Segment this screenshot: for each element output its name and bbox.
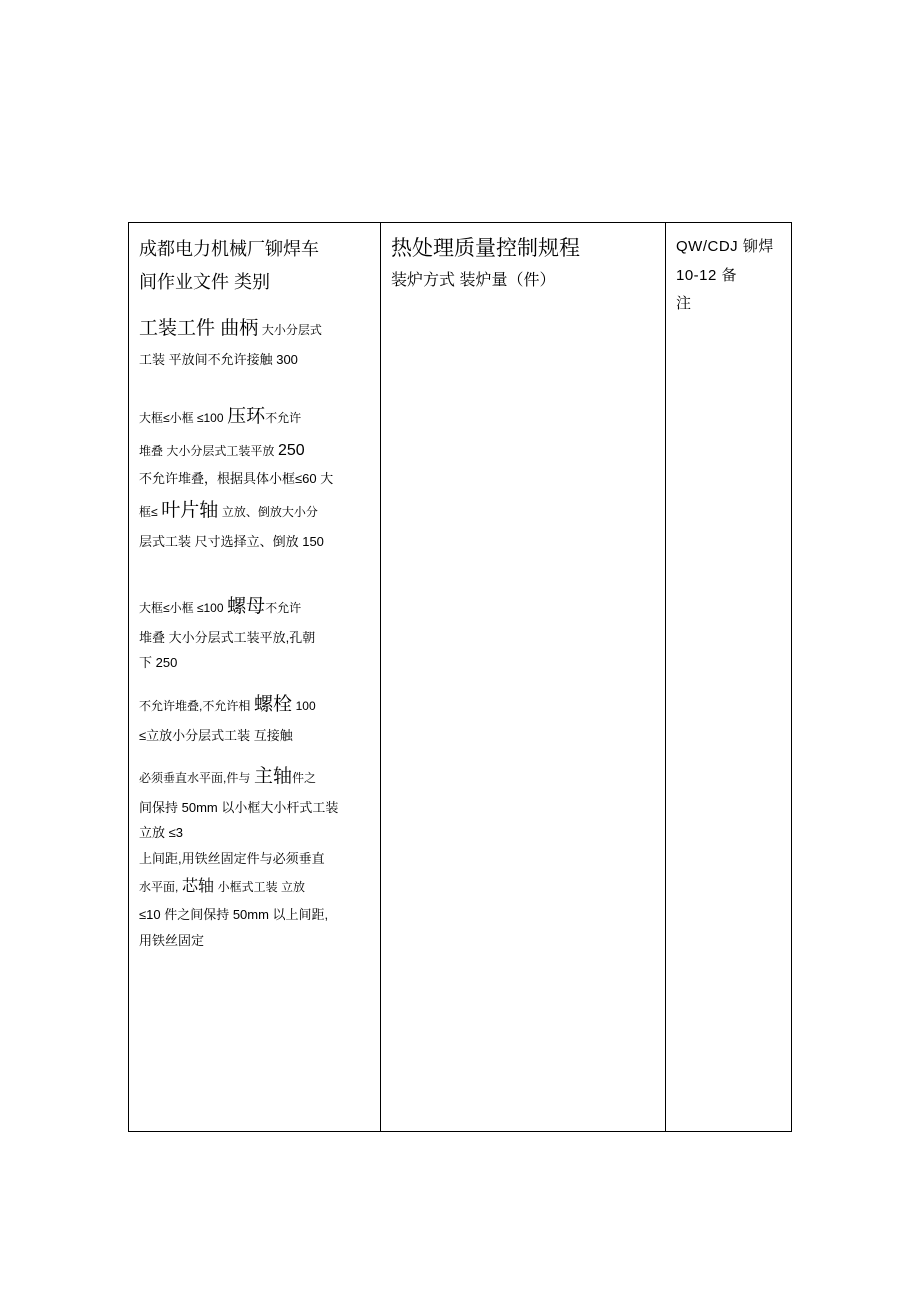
row-mainshaft-label: 主轴 — [253, 766, 292, 788]
spacer — [139, 300, 372, 310]
row-coreshaft-pre: 水平面, — [139, 880, 179, 895]
row-nut — [139, 588, 372, 625]
row-coreshaft-label: 芯轴 — [181, 878, 214, 896]
row-pressring-line2-a: 堆叠 大小分层式工装平放 — [139, 444, 275, 459]
row-mainshaft — [139, 758, 372, 795]
row-nut-line2: 堆叠 大小分层式工装平放,孔朝 — [139, 630, 316, 645]
left-heading-line2: 间作业文件 类别 — [139, 272, 271, 293]
row-pressring-label: 压环 — [227, 405, 266, 427]
row-nut-label: 螺母 — [227, 595, 266, 617]
row-coreshaft-line1: 上间距,用铁丝固定件与必须垂直 — [139, 850, 325, 866]
row-pressring-post: 不允许 — [265, 410, 302, 425]
row-mainshaft-line2: 间保持 50mm 以小框大小杆式工装 — [139, 800, 339, 816]
document-title: 热处理质量控制规程 — [391, 237, 580, 260]
note-label: 注 — [676, 295, 692, 312]
row-crank-line2: 工装 平放间不允许接触 300 — [139, 351, 298, 367]
row-pressring-pre: 大框≤小框 ≤100 — [139, 410, 224, 425]
row-pressring — [139, 398, 372, 435]
row-pressring-line2 — [139, 435, 372, 466]
spacer — [139, 554, 372, 588]
row-mainshaft-pre: 必须垂直水平面,件与 — [139, 771, 251, 786]
row-bolt — [139, 686, 372, 723]
row-bolt-pre: 不允许堆叠,不允许相 — [139, 698, 251, 713]
row-crank-label: 工装工件 曲柄 — [139, 317, 259, 339]
row-nut-line3: 下 250 — [139, 655, 178, 671]
row-bolt-label: 螺栓 — [253, 693, 292, 715]
row-bolt-qty: 100 — [295, 698, 316, 713]
row-mainshaft-line3: 立放 ≤3 — [139, 825, 183, 841]
row-coreshaft-post: 小框式工装 立放 — [217, 880, 305, 895]
row-bladeshaft-line2: 层式工装 尺寸选择立、倒放 150 — [139, 533, 324, 549]
row-bladeshaft — [139, 492, 372, 529]
row-crank — [139, 310, 372, 347]
table-cell-left — [129, 223, 381, 1131]
document-table — [128, 222, 792, 1132]
row-bladeshaft-post: 立放、倒放大小分 — [221, 504, 318, 519]
document-code: QW/CDJ 铆焊 10-12 备 — [676, 238, 774, 284]
row-bladeshaft-pre: 框≤ — [139, 504, 158, 519]
row-nut-post: 不允许 — [265, 600, 302, 615]
row-nut-pre: 大框≤小框 ≤100 — [139, 600, 224, 615]
spacer — [139, 372, 372, 398]
row-bladeshaft-label: 叶片轴 — [161, 499, 219, 521]
row-bolt-line2: ≤立放小分层式工装 互接触 — [139, 727, 293, 743]
spacer — [139, 748, 372, 758]
loading-method-header: 装炉方式 装炉量（件） — [391, 271, 556, 289]
row-crank-method: 大小分层式 — [261, 322, 322, 337]
row-coreshaft-line3: 用铁丝固定 — [139, 932, 205, 948]
row-coreshaft-line2: ≤10 件之间保持 50mm 以上间距, — [139, 907, 329, 923]
table-cell-right — [666, 223, 791, 1131]
row-pressring-line3: 不允许堆叠，根据具体小框≤60 大 — [139, 471, 334, 487]
table-cell-middle — [381, 223, 666, 1131]
left-heading-line1: 成都电力机械厂铆焊车 — [139, 239, 319, 259]
row-mainshaft-post: 件之 — [291, 771, 316, 786]
row-pressring-qty: 250 — [277, 442, 305, 460]
row-coreshaft — [139, 871, 372, 902]
spacer — [139, 676, 372, 686]
